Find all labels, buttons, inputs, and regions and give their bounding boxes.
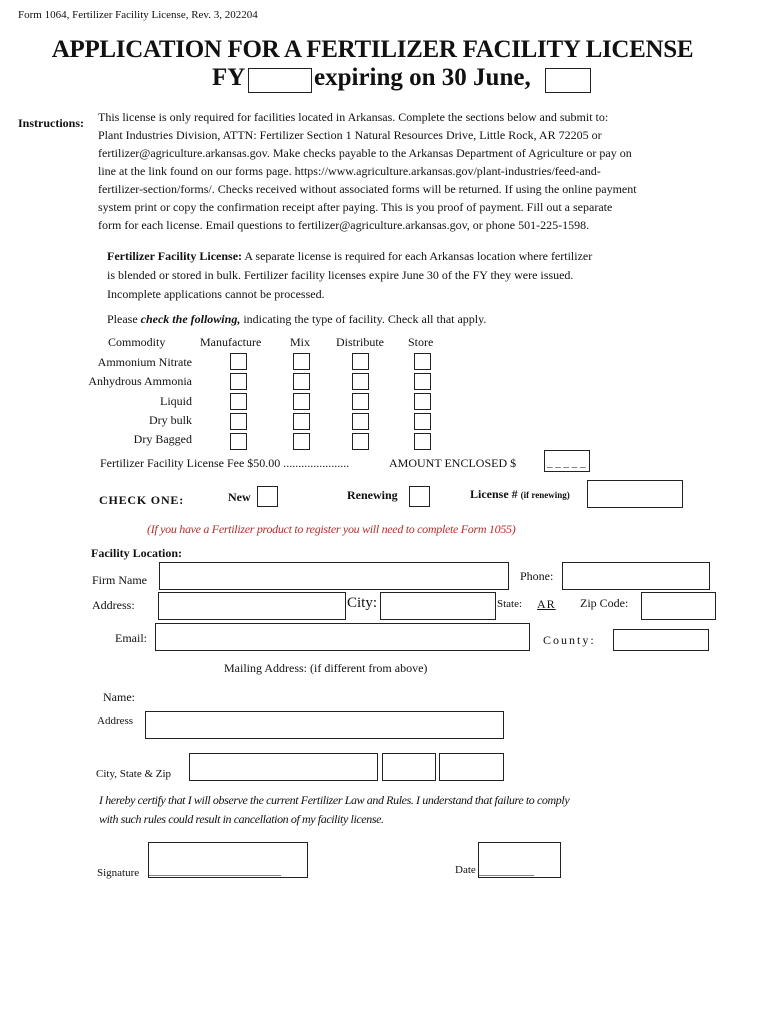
renewing-checkbox[interactable] xyxy=(409,486,430,507)
facility-location-heading: Facility Location: xyxy=(91,546,182,560)
certify-line1: I hereby certify that I will observe the current Fertilizer Law and Rules. I understand that failure to comply xyxy=(99,793,570,807)
firm-name-label: Firm Name xyxy=(92,573,147,587)
email-label: Email: xyxy=(115,631,147,645)
check-prompt xyxy=(107,312,486,327)
license-info-text: A separate license is required for each Arkansas location where fertilizer xyxy=(242,249,593,263)
row-label-anhydrous-ammonia: Anhydrous Ammonia xyxy=(88,374,192,388)
instructions-line: system print or copy the confirmation receipt after paying. This is you proof of payment. Fill out a separate xyxy=(98,200,613,214)
row-label-dry-bulk: Dry bulk xyxy=(149,413,192,427)
city-label: City: xyxy=(347,595,378,611)
check-prompt-post: indicating the type of facility. Check all that apply. xyxy=(240,312,487,326)
mailing-city-state-zip-label: City, State & Zip xyxy=(96,768,172,780)
checkbox-anhydrous-ammonia-store[interactable] xyxy=(414,373,431,390)
row-label-dry-bagged: Dry Bagged xyxy=(133,432,192,446)
license-info-label: Fertilizer Facility License: xyxy=(107,249,243,263)
phone-label: Phone: xyxy=(520,569,554,583)
firm-name-field[interactable] xyxy=(159,562,509,590)
checkbox-dry-bagged-mix[interactable] xyxy=(293,433,310,450)
mailing-address-label: Address xyxy=(97,715,134,727)
form-id: Form 1064, Fertilizer Facility License, Rev. 3, 202204 xyxy=(18,9,258,21)
amount-enclosed-field[interactable] xyxy=(544,450,590,472)
county-field[interactable] xyxy=(613,629,709,651)
checkbox-liquid-store[interactable] xyxy=(414,393,431,410)
fee-text: Fertilizer Facility License Fee $50.00 ...................... xyxy=(100,456,350,470)
mailing-address-field[interactable] xyxy=(145,711,504,739)
certify-statement xyxy=(99,791,569,829)
checkbox-dry-bulk-mix[interactable] xyxy=(293,413,310,430)
header-manufacture: Manufacture xyxy=(200,335,262,349)
instructions-line: This license is only required for facilities located in Arkansas. Complete the sections below and submit to: xyxy=(98,110,609,124)
mailing-name-label: Name: xyxy=(103,690,135,704)
instructions-label: Instructions: xyxy=(18,116,85,130)
check-prompt-pre: Please xyxy=(107,312,141,326)
instructions-text xyxy=(98,108,738,234)
mailing-city-field[interactable] xyxy=(189,753,378,781)
certify-line2: with such rules could result in cancellation of my facility license. xyxy=(99,812,384,826)
date-field[interactable] xyxy=(478,842,561,878)
row-label-liquid: Liquid xyxy=(160,394,192,408)
address-field[interactable] xyxy=(158,592,346,620)
mailing-state-field[interactable] xyxy=(382,753,436,781)
instructions-line: fertilizer@agriculture.arkansas.gov. Make checks payable to the Arkansas Department of Agriculture or pay on xyxy=(98,146,632,160)
date-line: __________ xyxy=(479,865,534,877)
checkbox-liquid-distribute[interactable] xyxy=(352,393,369,410)
county-label: County: xyxy=(543,633,596,647)
instructions-line: fertilizer-section/forms/. Checks received without associated forms will be returned. If using the online payment xyxy=(98,182,637,196)
checkbox-anhydrous-ammonia-distribute[interactable] xyxy=(352,373,369,390)
state-value: AR xyxy=(537,597,556,611)
license-number-label xyxy=(470,487,570,502)
checkbox-dry-bulk-manufacture[interactable] xyxy=(230,413,247,430)
email-field[interactable] xyxy=(155,623,530,651)
product-note: (If you have a Fertilizer product to register you will need to complete Form 1055) xyxy=(147,522,516,536)
instructions-line: Plant Industries Division, ATTN: Fertilizer Section 1 Natural Resources Drive, Little Rock, AR 72205 or xyxy=(98,128,602,142)
checkbox-liquid-manufacture[interactable] xyxy=(230,393,247,410)
checkbox-dry-bagged-manufacture[interactable] xyxy=(230,433,247,450)
instructions-line: form for each license. Email questions to fertilizer@agriculture.arkansas.gov, or phone 501-225-1598. xyxy=(98,218,590,232)
checkbox-anhydrous-ammonia-mix[interactable] xyxy=(293,373,310,390)
new-checkbox[interactable] xyxy=(257,486,278,507)
signature-line: ________________________ xyxy=(149,865,281,877)
zip-code-label: Zip Code: xyxy=(580,596,629,610)
checkbox-dry-bulk-store[interactable] xyxy=(414,413,431,430)
checkbox-dry-bagged-store[interactable] xyxy=(414,433,431,450)
mailing-zip-field[interactable] xyxy=(439,753,504,781)
new-label: New xyxy=(228,490,251,504)
license-number-text: License # xyxy=(470,487,521,501)
header-store: Store xyxy=(408,335,434,349)
amount-blank: _ _ _ _ _ xyxy=(547,457,586,469)
date-label: Date xyxy=(455,864,476,876)
renewing-label: Renewing xyxy=(347,488,398,502)
header-distribute: Distribute xyxy=(336,335,384,349)
address-label: Address: xyxy=(92,598,135,612)
checkbox-ammonium-nitrate-mix[interactable] xyxy=(293,353,310,370)
license-number-note: (if renewing) xyxy=(520,490,570,500)
license-info-line1 xyxy=(107,247,727,266)
title-expiring: expiring on 30 June, xyxy=(314,64,531,91)
check-one-label: CHECK ONE: xyxy=(99,493,185,507)
state-label: State: xyxy=(497,598,523,610)
signature-label: Signature xyxy=(97,867,140,879)
title-fy: FY xyxy=(212,64,246,91)
zip-code-field[interactable] xyxy=(641,592,716,620)
license-info-line3: Incomplete applications cannot be processed. xyxy=(107,287,325,301)
fy-field[interactable] xyxy=(248,68,312,93)
amount-enclosed-label: AMOUNT ENCLOSED $ xyxy=(389,456,517,470)
page-title: APPLICATION FOR A FERTILIZER FACILITY LICENSE xyxy=(51,36,694,63)
checkbox-liquid-mix[interactable] xyxy=(293,393,310,410)
checkbox-anhydrous-ammonia-manufacture[interactable] xyxy=(230,373,247,390)
mailing-heading: Mailing Address: (if different from above) xyxy=(224,661,428,675)
checkbox-ammonium-nitrate-manufacture[interactable] xyxy=(230,353,247,370)
license-number-field[interactable] xyxy=(587,480,683,508)
city-field[interactable] xyxy=(380,592,496,620)
check-prompt-emphasis: check the following, xyxy=(140,312,241,326)
phone-field[interactable] xyxy=(562,562,710,590)
header-commodity: Commodity xyxy=(108,335,166,349)
row-label-ammonium-nitrate: Ammonium Nitrate xyxy=(97,355,192,369)
header-mix: Mix xyxy=(290,335,311,349)
checkbox-ammonium-nitrate-store[interactable] xyxy=(414,353,431,370)
checkbox-dry-bagged-distribute[interactable] xyxy=(352,433,369,450)
checkbox-dry-bulk-distribute[interactable] xyxy=(352,413,369,430)
checkbox-ammonium-nitrate-distribute[interactable] xyxy=(352,353,369,370)
license-info xyxy=(107,247,727,304)
signature-field[interactable] xyxy=(148,842,308,878)
license-info-line2: is blended or stored in bulk. Fertilizer facility licenses expire June 30 of the FY they were issued. xyxy=(107,268,574,282)
expiring-year-field[interactable] xyxy=(545,68,591,93)
instructions-line: line at the link found on our forms page. https://www.agriculture.arkansas.gov/plant-industries/feed-and- xyxy=(98,164,601,178)
